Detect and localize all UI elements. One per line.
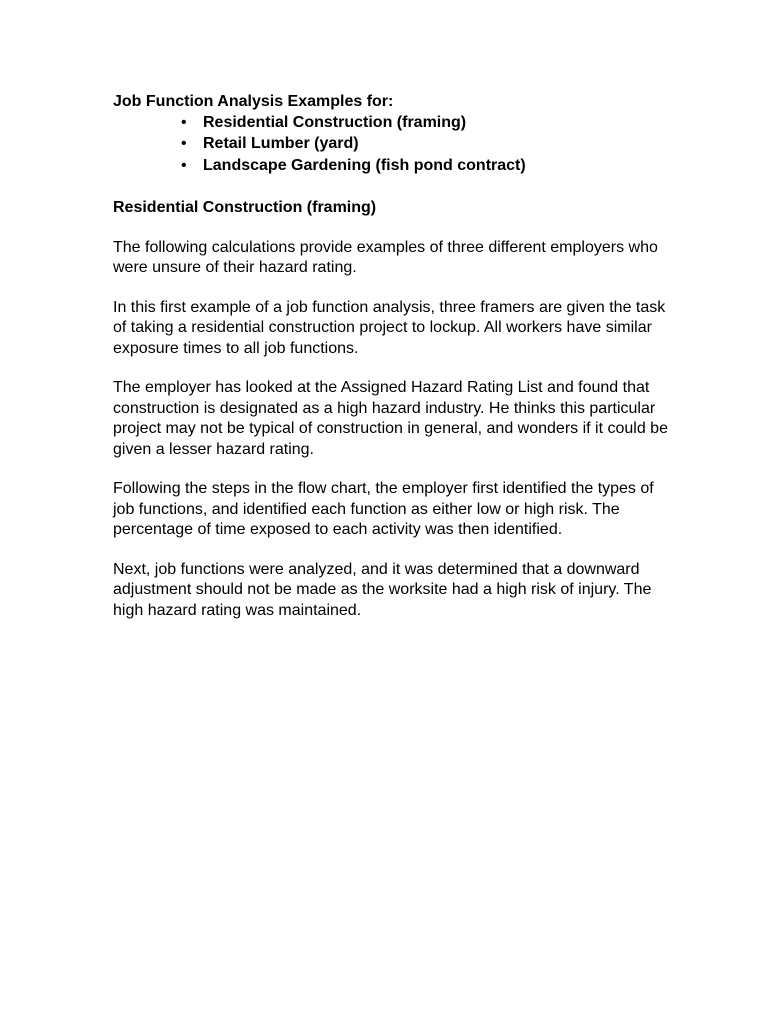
paragraph: The following calculations provide examples of three different employers who were unsure of their hazard rating. xyxy=(113,238,658,276)
paragraph: Following the steps in the flow chart, the employer first identified the types of job functions, and identified each function as either low or high risk. The percentage of time exposed to each activity was then identified. xyxy=(113,480,654,538)
paragraph: The employer has looked at the Assigned Hazard Rating List and found that construction is designated as a high hazard industry. He thinks this particular project may not be typical of construction in general, and wonders if it could be given a lesser hazard rating. xyxy=(113,379,668,458)
paragraph: In this first example of a job function analysis, three framers are given the task of taking a residential construction project to lockup. All workers have similar exposure times to all job functions. xyxy=(113,298,666,357)
list-item-label: Landscape Gardening (fish pond contract) xyxy=(203,156,526,174)
bullet-icon: • xyxy=(181,156,187,174)
list-item-label: Residential Construction (framing) xyxy=(203,113,467,131)
example-list xyxy=(113,113,673,178)
list-item-label: Retail Lumber (yard) xyxy=(203,135,359,152)
list-item xyxy=(113,156,673,178)
bullet-icon: • xyxy=(181,113,187,131)
list-item xyxy=(113,113,673,135)
paragraph: Next, job functions were analyzed, and it was determined that a downward adjustment should not be made as the worksite had a high risk of injury. The high hazard rating was maintained. xyxy=(113,560,652,619)
list-item xyxy=(113,134,673,156)
bullet-icon: • xyxy=(181,135,187,152)
document-body xyxy=(113,92,673,621)
document-heading: Job Function Analysis Examples for: xyxy=(113,93,394,110)
section-title: Residential Construction (framing) xyxy=(113,199,377,216)
